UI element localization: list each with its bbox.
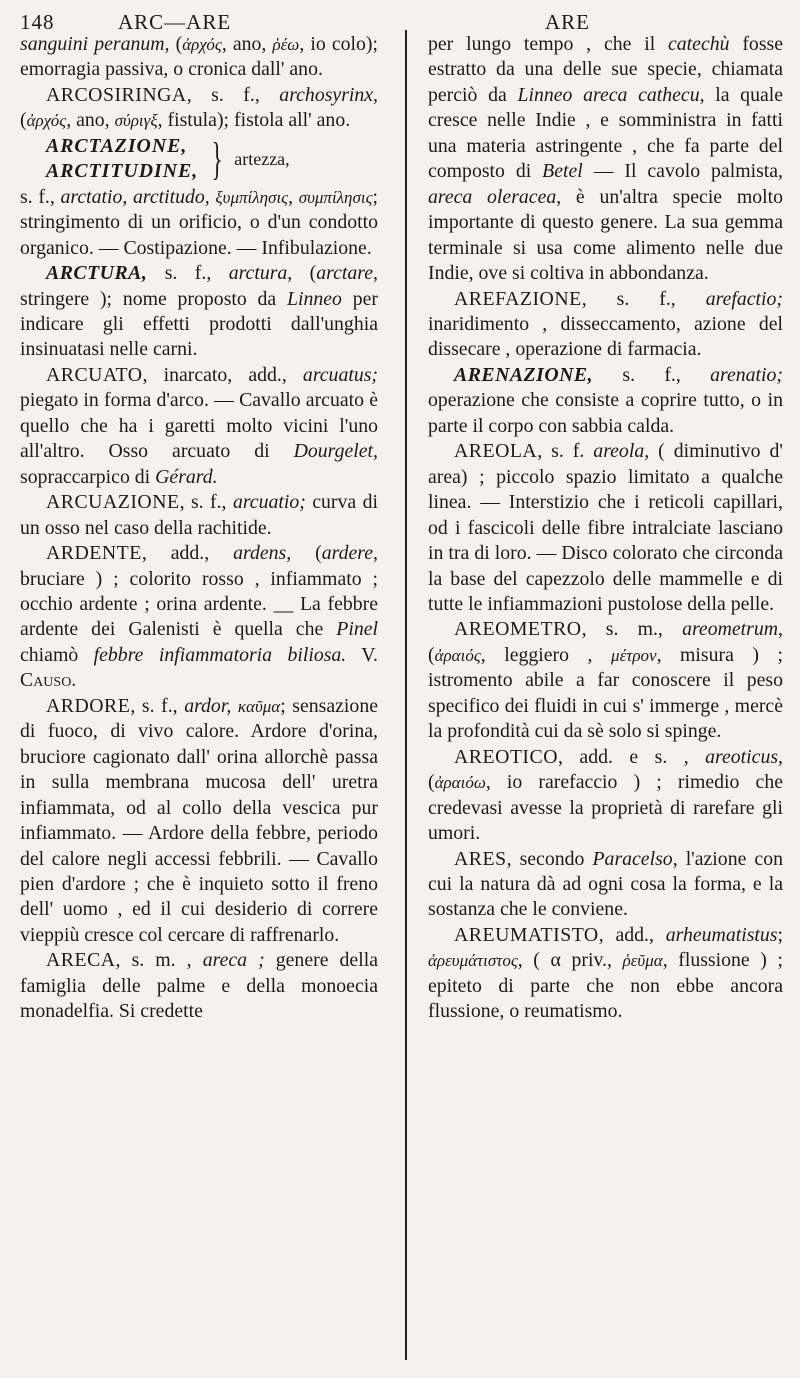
entry-arctazione-headwords [46, 134, 378, 185]
headword: AREOTICO [454, 745, 558, 768]
column-divider [405, 30, 407, 1360]
headword: AREFAZIONE [454, 287, 582, 310]
entry-arefazione: AREFAZIONE, s. f., arefactio; inaridimento , disseccamento, azione del dissecare , operazione di farmacia. [428, 287, 783, 361]
entry-arcosiringa: ARCOSIRINGA, s. f., archosyrinx, (ἀρχός, ano, σύριγξ, fistula); fistola all' ano. [20, 83, 378, 132]
entry-areumatisto: AREUMATISTO, add., arheumatistus; ἀρευμάτιστος, ( α priv., ῥεῦμα, flussione ) ; epiteto di parte che non ebbe ancora flussione, o reumatismo. [428, 923, 783, 1023]
entry-arctazione: s. f., arctatio, arctitudo, ξυμπίλησις, συμπίλησις; stringimento di un orificio, o d'un condotto organico. — Costipazione. — Infibulazione. [20, 185, 378, 259]
entry-arenazione: ARENAZIONE, s. f., arenatio; operazione che consiste a coprire tutto, o in parte il corpo con sabbia calda. [428, 363, 783, 437]
right-column [428, 32, 783, 1025]
entry-ardore: ARDORE, s. f., ardor, καῦμα; sensazione di fuoco, di vivo calore. Ardore d'orina, bruciore cagionato dall' orina allorchè passa in sulla membrana mucosa dell' uretra infiammata, od al collo della vescica pur infiammato. — Ardore della febbre, periodo del calore negli accessi febbrili. — Cavallo pien d'ardore ; che è inquieto sotto il freno dell' uomo , ed il cui desiderio di correre vieppiù cresce col cercare di raffrenarlo. [20, 694, 378, 946]
entry-areca: ARECA, s. m. , areca ; genere della famiglia delle palme e della monoecia monadelfia. Si credette [20, 949, 378, 1023]
headword: AREOLA [454, 440, 538, 463]
entry-areca-continuation: per lungo tempo , che il catechù fosse estratto da una delle sue specie, chiamata perciò da Linneo areca cathecu, la quale cresce nelle Indie , e somministra in fatti una materia astringente , che fa parte del composto di Betel — Il cavolo palmista, areca oleracea, è un'altra specie molto importante di questo genere. La sua gemma terminale si usa come alimento nelle due Indie, ove si coltiva in abbondanza. [428, 33, 784, 285]
entry-areometro: AREOMETRO, s. m., areometrum, (ἀραιός, leggiero , μέτρον, misura ) ; istromento abile a far conoscere il peso specifico dei fluidi in cui s' immerge , mercè la profondità cui da sè solo si spinge. [428, 618, 784, 743]
page-number: 148 [20, 10, 55, 34]
headword: ARCOSIRINGA [46, 83, 187, 106]
entry-arcuazione: ARCUAZIONE, s. f., arcuatio; curva di un osso nel caso della rachitide. [20, 491, 379, 539]
headword: ARES [454, 847, 507, 870]
headword: ARCTITUDINE, [46, 160, 199, 183]
headword: ARENAZIONE, [454, 363, 594, 386]
entry-ardente: ARDENTE, add., ardens, (ardere, bruciare ) ; colorito rosso , infiammato ; occhio ardente ; orina ardente. __ La febbre ardente dei Galenisti è quella che Pinel chiamò febbre infiammatoria biliosa. V. Causo. [20, 542, 378, 692]
headword: AREOMETRO [454, 618, 582, 641]
headword: ARCTURA, [46, 262, 148, 285]
headword: ARCUATO [46, 363, 143, 386]
headword: ARDENTE [46, 542, 142, 565]
entry-arcuato: ARCUATO, inarcato, add., arcuatus; piegato in forma d'arco. — Cavallo arcuato è quello che ha i garetti molto vicini l'uno all'altro. Osso arcuato di Dourgelet, sopraccarpico di Gérard. [20, 363, 379, 488]
headword: AREUMATISTO [454, 923, 599, 946]
headword: ARECA [46, 949, 116, 972]
headword: ARDORE [46, 694, 131, 717]
headword: ARCUAZIONE [46, 491, 180, 514]
headword: ARCTAZIONE, [46, 134, 188, 157]
right-running-head: ARE [545, 10, 590, 34]
entry-continuation: sanguini peranum, (ἀρχός, ano, ῥέω, io colo); emorragia passiva, o cronica dall' ano. [20, 33, 378, 81]
entry-ares: ARES, secondo Paracelso, l'azione con cui la natura dà ad ogni cosa la forma, e la sostanza che le conviene. [428, 847, 783, 921]
entry-arctura: ARCTURA, s. f., arctura, (arctare, stringere ); nome proposto da Linneo per indicare gli effetti prodotti dall'unghia insinuatasi nelle carni. [20, 262, 378, 361]
left-column [20, 32, 378, 1025]
brace-note: artezza, [234, 148, 290, 169]
entry-areola: AREOLA, s. f. areola, ( diminutivo d' area) ; piccolo spazio limitato a qualche linea. — Interstizio che i reticoli capillari, od i fascicoli delle fibre intralciate lasciano in tra di loro. — Disco colorato che circonda la base del capezzolo delle mammelle e di tutte le infiammazioni pustolose della pelle. [428, 440, 783, 615]
entry-areotico: AREOTICO, add. e s. , areoticus, (ἀραιόω, io rarefaccio ) ; rimedio che credevasi avesse la proprietà di rarefare gli umori. [428, 745, 783, 845]
brace-glyph: } [211, 133, 223, 185]
left-running-head: ARC—ARE [118, 10, 232, 34]
